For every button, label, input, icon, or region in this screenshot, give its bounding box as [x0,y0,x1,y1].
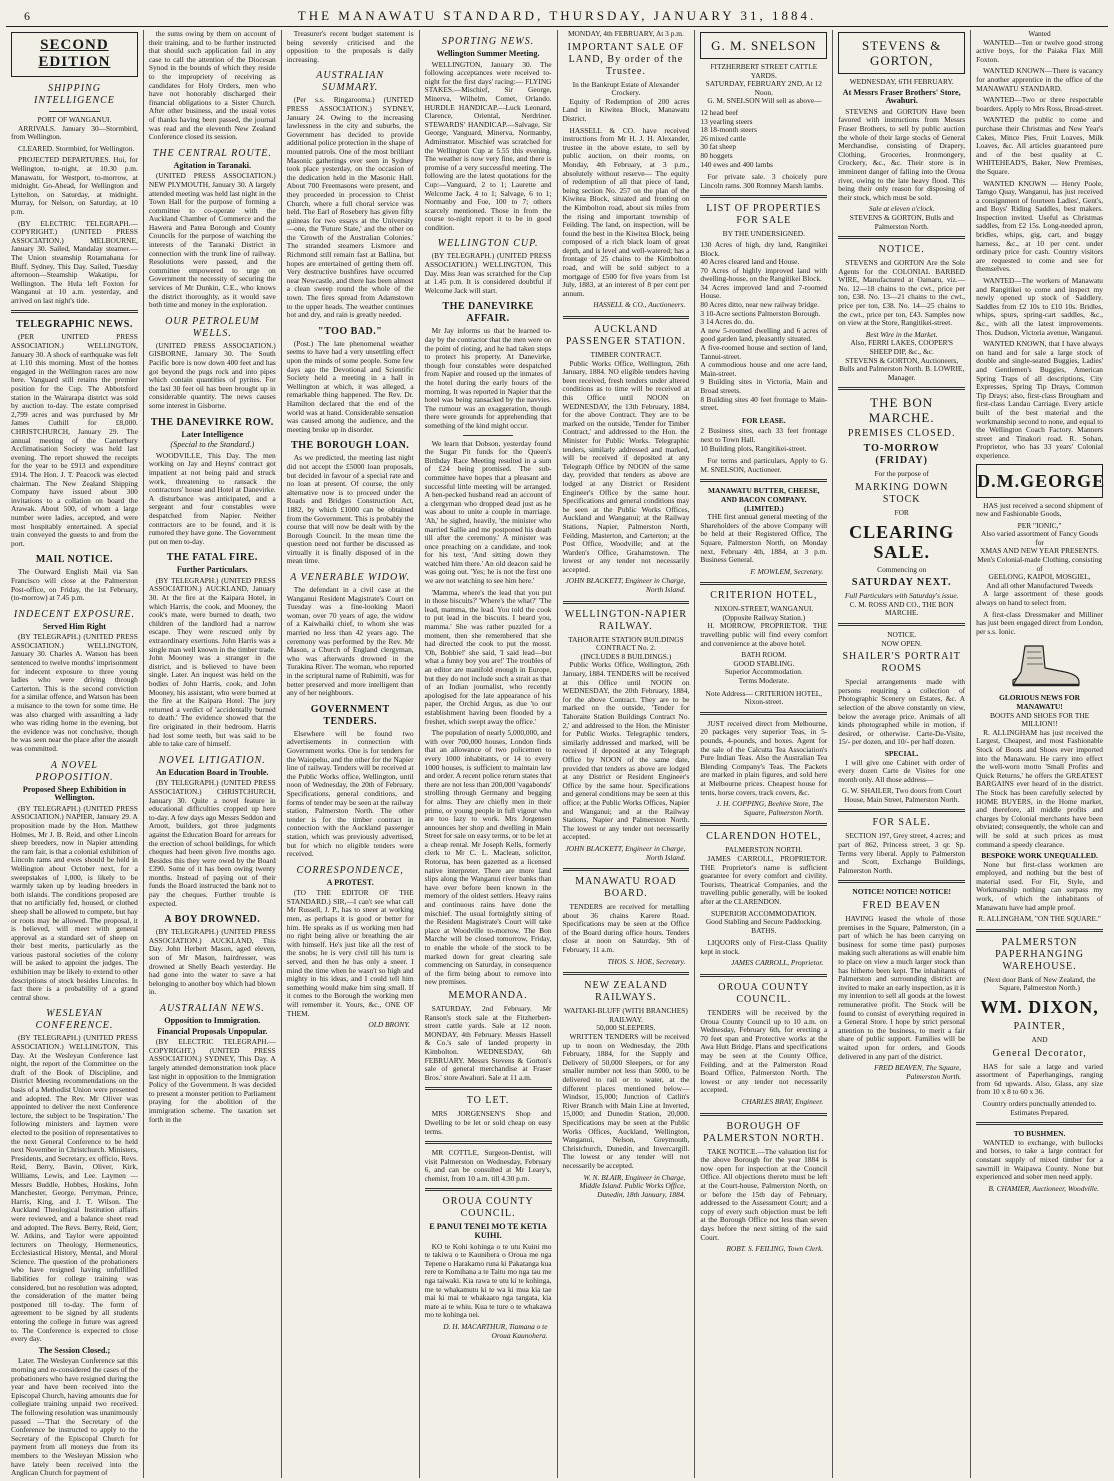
borough-loan-heading: THE BOROUGH LOAN. [291,440,410,452]
wanted-item: WANTED the public to come and purchase their Christmas and New Year's Cakes, Mince Pies, Fruit Loaves, Milk Loaves, &c. All articles guaranteed pure and of the best quality at C. WHITEHEAD'S, Baker, New Premises, the Square. [976,115,1103,176]
divider [425,1188,552,1191]
sale-estate: In the Bankrupt Estate of Alexander Crockery. [572,79,680,98]
notice-signature: STEVENS & GORTON, Auctioneers, Bulls and Palmerston North. B. LOWRIE, Manager. [839,355,965,382]
novel-subheading: Proposed Sheep Exhibition in Wellington. [22,784,127,803]
shailer-heading: SHAILER'S PORTRAIT ROOMS [842,651,961,675]
butter-signature: F. MOWLEM, Secretary. [750,566,824,576]
wanted-item: WANTED KNOWN — Henry Poole, Tamgo Quay, Wanganui, has just received a consignment of fourteen Ladies', Gent's, and Boys' Riding Saddles, best makers. Inspection invited. Useful as Christmas saddles, from £2 15s. Long-needed apron, bridles, whips, gig, cart, and buggy harness, &c., at 10 per cent. under ordinary price for cash. Country visitors are requested to come and see for themselves. [976,178,1103,274]
shailer-notice: NOTICE. [887,629,917,639]
divider [700,195,827,198]
bon-marche-mark: MARKING DOWN STOCK [854,482,949,505]
divider [838,623,965,626]
list-item: 70 Acres of highly improved land with dwelling-house, on the Rangitikei Block. [700,265,828,284]
george-ship: PER "IONIC," [1017,520,1062,530]
australian-news-sub: Opposition to Immigration. [164,1016,261,1025]
george-geelong: GEELONG, KAIPOI, MOSGIEL, [988,572,1091,582]
tea-signature: J. H. COPPING, Beehive Store, The Square, Palmerston North. [716,799,824,817]
indecent-subheading: Served Him Right [42,621,107,631]
dixon-estimates: Estimates Prepared. [1010,1107,1069,1117]
snelson-date: SATURDAY, FEBRUARY 2ND, At 12 Noon. [705,79,822,97]
mail-body: The Outward English Mail via San Francisco will close at the Palmerston Post-office, on Friday, the 1st February, (to-morrow) at 7.45 p.m. [11,567,138,603]
divider [838,387,965,390]
dixon-decorator: General Decorator, [992,1047,1087,1059]
widow-heading: A VENERABLE WIDOW. [290,572,411,584]
aps-signature: JOHN BLACKETT, Engineer in Charge, North Island. [565,576,686,595]
dixon-body: HAS for sale a large and varied assortment of Paperhangings, ranging from 6d upwards. Also, Glass, any size from 10 x 8 to 60 x 36. [976,1061,1103,1097]
list-item: 3 14 Acres do. do. [700,317,755,327]
session-heading: The Session Closed.; [38,1345,111,1355]
list-item: 140 ewes and 400 lambs [700,159,774,169]
lease-list [700,427,827,453]
departures: PROJECTED DEPARTURES. Hui, for Wellington, to-night, at 10.30 p.m. Manawatu, for Westport, to-morrow, at midnight. Go-Ahead, for Wellington and Lyttelton, on Saturday, at midnight. Murray, for Nelson, on Saturday, at 10 p.m. [11,155,138,216]
cup-body: (BY TELEGRAPH.) (UNITED PRESS ASSOCIATION.) WELLINGTON, This Day. Miss Jean was scratched for the Cup at 1.45 p.m. It is considered doubtful if Welcome Jack will start. [424,251,552,295]
sporting-subheading: Wellington Summer Meeting. [436,49,540,58]
snelson-address: FITZHERBERT STREET CATTLE YARDS. [710,62,818,80]
notice-also: Also, FERRI LAKES, COOPER'S SHEEP DIP, &c., &c. [850,338,953,357]
bon-marche-closed: PREMISES CLOSED. [847,428,956,440]
george-tweeds: And all other Manufactured Tweeds [986,580,1093,590]
column-3 [282,30,420,1478]
widow-body: The defendant in a civil case at the Wanganui Resident Magistrate's Court on Tuesday was a fine-looking Maori woman, over 70 years of age, the widow of a Kaiwhaiki chief, to whom she was married no less than 42 years ago. The ceremony was performed by the Rev. Mr Mason, a Church of England clergyman, who was afterwards drowned in the Turakina River. The woman, who reported in the scriptural name of Ruhimiti, was for better preserved and more intelligent than any of her neighbours. [286,585,414,698]
oroua-maori-heading: OROUA COUNTY COUNCIL. [442,1196,534,1220]
snelson-box [700,32,827,59]
shailer-open: NOW OPEN. [881,638,922,648]
divider [838,809,965,812]
to-let-heading: TO LET. [466,1095,510,1107]
paperhanging-sub: (Next door Bank of New Zealand, the Square, Palmerston North.) [983,974,1096,993]
too-bad-heading: "TOO BAD." [318,325,383,337]
fire-body: (BY TELEGRAPH.) (UNITED PRESS ASSOCIATION.) AUCKLAND, January 30. At the fire at the Kaipara Hotel, in which Harris, the cook, and Mooney, the cook's mate, were burned to death, two children of the landlord had a narrow escape. They were rescued only by extraordinary exertions. John Harris was a single man well known in the timber trade. John Mooney was a stranger in the district, and is believed to have been single. Later. An inquest was held on the bodies of John Harris, cook, and John Mooney, his assistant, who were burned at the fire at the Kaipara Hotel. The jury returned a verdict of 'accidentally burned to death.' The evidence showed that the fire originated in their bedroom. Harris had lost some teeth, but was said to be able to take care of himself. [148,575,276,749]
properties-sub: BY THE UNDERSIGNED. [722,229,805,239]
list-item: 8 Building sites 40 feet frontage to Main-street. [700,394,828,413]
bespoke-heading: BESPOKE WORK UNEQUALLED. [981,851,1098,861]
protest-signature: OLD BRONY. [368,1020,410,1030]
borough-signature: ROBT. S. FEILING, Town Clerk. [726,1244,824,1254]
arrivals: ARRIVALS. January 30—Stormbird, from Wellington. [11,123,138,142]
criterion-sub: NIXON-STREET, WANGANUI. (Opposite Railway Station.) [714,604,814,622]
dixon-painter: PAINTER, [1013,1021,1066,1033]
list-item: A commodious house and one acre land, Main-street. [700,360,828,378]
session-body: Later. The Wesleyan Conference sat this morning and re-considered the cases of the probationers who have resigned during the year and have been received into the Episcopal Church, having amounts due for collegiate training unpaid two received. The following resolution was unanimously passed —'That the Secretary of the Conference be instructed to apply to the Secretary of the Episcopal Church for payment from all moneys due from its members to the Wesleyan Mission who have lately been received into the Anglican Church for payment of [11,1356,138,1478]
notice-heading: NOTICE. [878,244,925,256]
borough-loan-body: As we predicted, the meeting last night did not accept the £5000 loan proposals, but decided in favour of a special rate and no loan at present. Of course, the only alternative now is to proceed under the Roads and Bridges Construction Act, 1882, by which £1000 can be obtained from the Government. This is probably the course that will now be dealt with by the Borough Council. In the mean time the question need not further be discussed as virtually it is finally disposed of in the mean time. [286,453,414,566]
column-6 [695,30,833,1478]
gov-tenders-body: Elsewhere will be found two advertisements in connection with Government works. One is for tenders for the Waiopehu, and the other for the Napier line of railway. Tenders will be received at the Public Works office, Wellington, until noon of Wednesday, the 20th of February. Specifications, general conditions, and forms of tender may be seen at the railway station, Palmerston North. The other tender is for the timber contract in connection with the Auckland passenger station, which was previously advertised, but for which no eligible tenders were received. [286,728,414,859]
local-news-3: The population of nearly 5,000,000, and with over 700,000 houses, London finds that an allowance of two policemen to every 1000 inhabitants, or 14 to every 1000 houses, is sufficient to maintain law and order. A recent police return states that there are not less than 200,000 'vagabonds' strolling through Germany and begging for alms. They are chiefly men in their prime, or young people in full vigour who are too lazy to work. Mrs Jorgensen announces her shop and dwelling in Main Street for sale on easy terms, or to be let at a cheap rental. Mr Joseph Kells, formerly clerk to Mr C. L. Maclean, solicitor, Rotorua, has been gazetted as a licensed native interpreter. There are more land slips along the Wanganui river banks than have ever before been known in the memory of the oldest settlers. Heavy rains and continuous rains have done the mischief. The usual fortnightly sitting of the Resident Magistrate's Court will take place at Woodville to-morrow. The Bon Marche will be closed tomorrow, Friday, to enable the whole of the stock to be marked down for great clearing sale commencing on Saturday, in consequence of the firm being about to remove into new premises. [424,728,552,987]
road-board-heading: MANAWATU ROAD BOARD. [575,876,677,900]
list-item: Good Stabling and Secure Paddocking. [705,917,822,927]
list-item: Terms Moderate. [738,676,789,686]
wn-railway-sub2: (INCLUDES 8 BUILDINGS.) [580,651,672,661]
divider [700,823,827,826]
australian-news-sub2: Financial Proposals Unpopular. [157,1026,268,1036]
column-5 [558,30,696,1478]
danevirke-subheading: Later Intelligence [181,429,244,439]
allingham-signature: R. ALLINGHAM, "ON THE SQUARE." [978,914,1101,924]
drowned-heading: A BOY DROWNED. [164,914,261,926]
divider [563,601,690,604]
cleared: CLEARED. Stormbird, for Wellington. [18,143,135,153]
summary-body: (Per s.s. Ringarooma.) (UNITED PRESS ASSOCIATION.) SYDNEY, January 24. Owing to the increasing lawlessness in the city and suburbs, the Government has decided to provide additional police protection in the shape of mounted patrols. One of the most brilliant Masonic gatherings ever seen in Sydney took place yesterday, on the occasion of the dedication held in the Masonic Hall. About 700 Freemasons were present, and they proceeded in procession to Christ Church, where a full choral service was held. The Earl of Rosebery has given fifty guineas for two essays at the University —one, the 'Future State,' and the other on the 'Growth of the Australian Colonies.' The stranded steamers Lismore and Richmond still remain fast at Ballina, but hopes are entertained of getting them off. Very destructive bushfires have occurred near Newcastle, and there has been almost a clean sweep round the whole of the town. The fires spread from Adamstown to the upper heads. The weather continues hot and dry, and rain is greatly needed. [286,95,414,320]
george-dressmaker: A first-class Dressmaker and Milliner has just been engaged direct from London, per s.s. Ionic. [976,609,1103,636]
bon-marche-heading: THE BON MARCHE. [868,395,935,426]
road-board-body: TENDERS are received for metalling about 36 chains Karere Road. Specifications may be seen at the Office of the Board during office hours. Tenders close at noon on Saturday, 9th of February, 11 a.m. [562,902,690,955]
column-7 [833,30,971,1478]
masthead [6,6,1108,27]
dixon-heading: WM. DIXON, [980,997,1099,1018]
george-clothing: Men's Colonial-made Clothing, consisting of [977,555,1103,573]
criterion-heading: CRITERION HOTEL, [710,590,818,602]
divider [563,972,690,975]
stevens-date: WEDNESDAY, 6TH FEBRUARY. [849,77,954,86]
masthead-title: THE MANAWATU STANDARD, THURSDAY, JANUARY 31, 1884. [297,8,817,23]
danevirke-body: WOODVILLE, This Day. The men working on Jay and Heyns' contract got impatient at not being paid and struck work, threatening to ransack the contractors' house and Hotel at Danevirke. A disturbance was anticipated, and a sergeant and four constables were despatched from Napier. Neither contractors are to be found, and it is rumored they have gone. The Government put on men to-day. [148,450,276,546]
notice-italic: Best Wire in the Market. [865,329,938,339]
too-bad-body: (Post.) The late phenomenal weather seems to have had a very unsettling effect upon the minds of some people. Some few days ago the Devotional and Scientific Society held a meeting in a hall in Wellington at which, it was alleged, a remarkable thing happened. The Rev. Dr. Hamilton declared that the end of the world was at hand. Considerable sensation was caused among the audience, and the meeting broke up in disorder. [286,338,414,434]
wn-railway-body: Public Works Office, Wellington, 26th January, 1884. TENDERS will be received at this Office until NOON on WEDNESDAY, the 20th February, 1884, for the above Contract. They are to be marked on the outside, 'Tender for Tahoraite Station Buildings Contract No. 2,' and addressed to the Hon. the Minister for Public Works. Telegraphic tenders, similarly addressed and marked, will be received if deposited at any Telegraph Office by NOON of the same date, provided that tenders as above are lodged at any District or Resident Engineer's Office by the same hour. Specifications and general conditions may be seen at this office; at the Public Works Offices, Napier and Wanganui; and at the Railway Stations, Napier and Palmerston North. The lowest or any tender not necessarily accepted. [562,660,690,842]
australian-news-body: (BY ELECTRIC TELEGRAPH.—COPYRIGHT.) (UNITED PRESS ASSOCIATION.) SYDNEY, This Day. A largely attended demonstration took place last night in opposition to the Immigration Policy of the Government. It was decided to present a monster petition to Parliament praying for the abolition of the immigration scheme. The taxation set forth in the [148,1037,276,1124]
snelson-body: G. M. SNELSON Will sell as above— [707,96,822,106]
borough-body: TAKE NOTICE.—The valuation list for the above Borough for the year 1884 is now open for inspection at the Council Office. All objections thereto must be left at the Court-house, Palmerston North, on or before the 15th day of February, addressed to the Assessment Court; and a copy of every such objection must be left at the Borough Office not less than seven days before the next sitting of the said Court. [700,1146,828,1242]
telegraphic-heading: TELEGRAPHIC NEWS. [16,319,133,331]
electric-shipping: (BY ELECTRIC TELEGRAPH.—COPYRIGHT.) (UNITED PRESS ASSOCIATION.) MELBOURNE, January 30. Sailed, Mandalay steamer.—The Union steamship Rotamahana for Bluff. Sydney, This Day. Sailed, Tuesday afternoon—Steamship Wakatipu, for Wellington. The Hula left Foxton for Wanganui at 10 a.m. yesterday, and arrived on last night's tide. [11,218,138,305]
oroua-council-signature: CHARLES BRAY, Engineer. [741,1097,824,1106]
memoranda-body: SATURDAY, 2nd February. Mr Ranson's stock sale at the Fitzherbert-street cattle yards. Sale at 12 noon. MONDAY, 4th February. Messrs Hassell & Co.'s sale of landed property in Kimbolton. WEDNESDAY, 6th FEBRUARY. Messrs Stevens & Gorton's sale of general merchandise at Fraser Bros.' store Awahuri. Sale at 11 a.m. [424,1003,552,1082]
clarendon-list [700,910,827,936]
danevirke-affair-body: Mr Jay informs us that he learned to-day by the contractor that the men were on the point of rioting, and he had taken steps to protect his property. At Danevirke, though four constables were despatched from Napier and roused up the inmates of the hotel during the early hours of the morning. It was reported in Napier that the hotel was being ransacked by the navvies. The rumour was an exaggeration, though there were grounds for apprehending that something of the kind might occur. [424,326,552,430]
columns [6,30,1108,1478]
borough-heading: BOROUGH OF PALMERSTON NORTH. [703,1120,825,1144]
criterion-body: H. MORROW, PROPRIETOR. THE travelling public will find every comfort and convenience at the above hotel. [700,621,828,648]
divider [976,1122,1103,1125]
cup-heading: WELLINGTON CUP. [437,238,539,250]
bushmen-body: WANTED to exchange, with bullocks and horses, to take a large contract for constant supply of mixed timber for a sawmill in Waipawa County. None but experienced and sober men need apply. [976,1137,1103,1182]
shipping-heading: SHIPPING INTELLIGENCE [33,83,115,106]
petroleum-heading: OUR PETROLEUM WELLS. [165,315,260,339]
list-item: 40 Acres cleared land and House. [700,257,800,267]
list-item: 80 hoggets [700,150,733,160]
list-item: GOOD STABLING. [733,658,795,668]
divider [700,582,827,585]
butter-body: THE first annual general meeting of the Shareholders of the above Company will be held at their Registered Office, The Square, Palmerston North, on Monday next, February 4th, 1884, at 3 p.m. Business General. [700,512,828,565]
divider [838,880,965,883]
list-item: Superior Accommodation. [724,667,803,677]
local-news-2: 'Mamma, where's the lead that you put in those biscuits?' 'Where's the what?' 'The lead, mamma, the lead. You told the cook to put lead in the biscuits. I heard you, mamma.' She was rather puzzled for a moment, then she remembered that she had directed the cook to put the mosst. 'Oh, Bobbie!' she said, 'I said lead—but what a funny boy you are!' The troubles of an editor are manifold enough in Europe, but they do not include such a strait as that of an Indian journalist, who recently apologised for the late appearance of his paper, the Orchid Argus, as due 'to our establishment having been flooded by a freshet, which swept away the office.' [424,587,552,726]
nz-railways-sub2: 50,000 SLEEPERS. [596,1023,656,1033]
aps-subheading: TIMBER CONTRACT. [590,350,662,360]
continued-text: the sums owing by them on account of their training, and to be further instructed that should such application fail in any case to call the attention of the Diocesan Synod in the bounds of which they reside to the impropriety of receiving as candidates for Holy Orders, men who have not honorably discharged their financial obligations to a Sister Church. After other business, and the usual votes of thanks having been passed, the journal was read and the eleventh New Zealand Conference closed its session. [148,30,276,142]
list-item: 12 head beef [700,107,739,117]
bon-marche-signature: C. M. ROSS AND CO., THE BON MARCHE. [849,599,954,618]
bon-marche-tomorrow: TO-MORROW (FRIDAY) [863,443,940,467]
nz-railways-heading: NEW ZEALAND RAILWAYS. [584,980,668,1004]
divider [11,310,138,313]
danevirke-special: (Special to the Standard.) [170,440,255,450]
central-route-body: (UNITED PRESS ASSOCIATION.) NEW PLYMOUTH, January 30. A largely attended meeting was held last night in the Town Hall for the purpose of forming a committee to co-operate with the Auckland Chamber of Commerce and the Hawera and Patea Borough and County Councils for the purpose of watching the interests of the Taranaki District in connection with the trunk line of railway. Resolutions were passed, and the committee empowered to urge on Government the necessity of securing the services of Mr Dunkin, C.E., who knows the district thoroughly, as it would save both time and money in the exploration. [148,171,276,310]
list-item: 80 Acres ditto, near new railway bridge. [700,300,819,310]
shailer-body: Special arrangements made with persons requiring a collection of Photographic Scenery on Estates, &c. A selection of the above constantly on view, below the average price. Animals of all kinds photographed while in motion, if desired, or otherwise. Carte-De-Visite, 15/- per dozen, and 10/- per half dozen. [838,677,966,747]
stevens-signature: STEVENS & GORTON, Bulls and Palmerston North. [849,212,954,231]
column-2 [144,30,282,1478]
fire-subheading: Further Particulars. [176,565,248,575]
wanted-item: WANTED KNOWN—There is vacancy for another apprentice in the office of the MANAWATU STANDARD. [976,66,1103,93]
divider [838,236,965,239]
wesleyan-heading: WESLEYAN CONFERENCE. [35,1008,114,1032]
nz-railways-body: WRITTEN TENDERS will be received up to noon on Wednesday, the 20th February, 1884, for the Supply and Delivery of 50,000 Sleepers, or for any smaller number not less than 5000, to be delivered to rail or to water, at the different places mentioned below—Windsor, 15,000; Junction of Catlin's River Branch with Main Line at Inverted, 15,000; and Dunedin Station, 20,000. Specifications may be seen at the Public Works Offices, Auckland, Wellington, Wanganui, Nelson, Greymouth, Christchurch, Dunedin, and Invercargill. The lowest or any tender will not necessarily be accepted. [562,1032,690,1170]
oroua-maori-sub: E PANUI TENEI MO TE KETIA KUIHI. [429,1222,547,1241]
litigation-subheading: An Education Board in Trouble. [156,767,269,777]
stevens-heading: STEVENS & GORTON, [861,38,942,68]
litigation-body: (BY TELEGRAPH.) (UNITED PRESS ASSOCIATION.) CHRISTCHURCH, January 30. Quite a novel feature in educational difficulties cropped up here to-day. A few days ago Messrs Seddon and Arnott, builders, got three judgments against the Education Board for arrears for the erection of school buildings, for which cheques had been given five months ago. Besides this they were owed by the Board £390. Some of it has been owing twenty months. Instead of paying out of their funds the Board instructed the bank not to pay the cheques. Further trouble is expected. [148,778,276,908]
oroua-maori-sig: D. H. MACARTHUR, Tiamana o te Oroua Kaunohera. [443,1322,548,1340]
for-sale-heading: FOR SALE. [872,817,931,829]
clarendon-note: LIQUORS only of First-Class Quality kept in stock. [700,938,828,956]
novel-body: (BY TELEGRAPH.) (UNITED PRESS ASSOCIATION.) NAPIER, January 29. A proposition made by the Hon. Matthew Holmes, Mr J. B. Reid, and other Lincoln sheep breeders, now in Napier attending the ram fair, is that a colonial exhibition of Lincoln rams and ewes should be held in Wellington about October next, for a sweepstakes of 1,000, is likely to be warmly taken up by leading breeders in both islands. The conditions proposed are that no artificially fed, housed, or clothed sheep shall be allowed to compete, but hay or roots may be allowed. The proposal, it is believed, will meet with general approval as a standard set of sheep on their best merits, particularly as the various pastoral societies of the colony will be asked to appoint the judges. The exhibition may be likely to extend to other descriptions of stock besides Lincolns. In fact there is a probability of a grand central show. [11,803,138,1002]
sale-date: MONDAY, 4th FEBRUARY, At 3 p.m. [567,30,684,38]
list-item: 13 yearling steers [700,116,753,126]
bushmen-heading: TO BUSHMEN. [1013,1129,1066,1139]
wanted-heading: Wanted [1028,30,1051,38]
memoranda-heading: MEMORANDA. [448,989,528,1001]
divider [700,1113,827,1116]
edition-title: SECOND EDITION [38,37,111,70]
properties-list [700,241,827,413]
central-route-heading: THE CENTRAL ROUTE. [152,147,272,159]
list-item: 3 10-Acre sections Palmerston Borough. [700,308,821,318]
cottle-body: MR COTTLE, Surgeon-Dentist, will visit Palmerston on Wednesday, February 6, and can be consulted at Mr Leary's, chemist, from 10 a.m. till 4.30 p.m. [424,1148,552,1183]
continued-text: Treasurer's recent budget statement is being severely criticised and the opposition to the proposals is daily increasing. [286,30,414,64]
local-news-1: We learn that Dobson, yesterday found the Sugar Pit funds for the Queen's Birthday Race Meeting resulted in a sum of £24 being promised. The sub-committee have hopes that a pleasant and successful little meeting will be arranged. A hen-pecked husband read an account of a clergyman who dropped dead just as he was about to unite a couple in marriage. 'Ah,' he sighed, heavily, 'the minister who married Sallie and me postponed his death till after the ceremony.' A minister was once preaching on a candidate, and took for his text, 'And sitting down they watched him there.' An old deacon said he was going out. 'Yes; he is not the first one we are not watching to see him here.' [424,438,552,586]
divider [425,1141,552,1144]
litigation-heading: NOVEL LITIGATION. [158,754,266,766]
list-item: 2 Business sites, each 33 feet frontage next to Town Hall. [700,426,828,444]
drowned-body: (BY TELEGRAPH.) (UNITED PRESS ASSOCIATION.) AUCKLAND, This Day. John Herbert Mason, aged eleven, son of Mr Mason, hairdresser, was drowned at Shelly Beach yesterday. He had gone into the water to save a hat belonging to another boy which had blown in. [148,927,276,997]
divider [49,111,100,112]
wn-railway-signature: JOHN BLACKETT, Engineer in Charge, North Island. [565,843,686,862]
indecent-heading: INDECENT EXPOSURE. [13,608,136,620]
bon-marche-purpose: For the purpose of [874,469,929,479]
wesleyan-body: (BY TELEGRAPH.) (UNITED PRESS ASSOCIATION.) WELLINGTON, This Day. At the Wesleyan Conference last night, the report of the Committee on the draft of the Book of Discipline, and District Meeting recommendations on the basis of a Methodist Union were presented and adopted. The Rev. Mr Oliver was appointed to deliver the next Conference lecture, the subject to be 'Inspiration.' The following ministers and laymen were elected to the position of representatives to the next General Conference to be held next November in Christchurch. Ministers, Presidents, and Secretary, ex officio, Revs. Reid, Berry, Bavin, Oliver, Kirk, Williams, Lewis, and Lee. Laymen —Messrs Buddle, Hobbes, Hoskins, John Manchester, George, Perryman, Prince, Harris, King, and J. T. Wilson. The Auckland Theological Institution affairs were reviewed, and a balance sheet read and adopted. The Revs. Berry, Reid, Gerr, W. Atkins, and Taylor were appointed lecturers on Theology, Hermeneutics, Ecclesiastical History, Mental, and Moral Science. The question of the probationers who have resigned having unfulfilled liabilities for college training was considered, but no resolution was adopted, the consideration of the matter being postponed till to-day. The form of agreement to be signed by all students entering the college in future was agreed to. The Conference is expected to close every day. [11,1033,138,1344]
list-item: 18 18-month steers [700,125,758,135]
beaven-body: HAVING leased the whole of those premises in the Square, Palmerston, (in a part of which he has been carrying on business for some time past) purposes making such alterations as will enable him to place on view a much larger stock than has hitherto been kept. The inhabitants of Palmerston and surrounding district are invited to make an early inspection, as it is my intention to sell all goods at the lowest remunerative profit. The Stock will be found to consist of everything required in a General Store. I hope by strict personal attention to the business, to merit a fair share of public support. Families will be waited upon for orders, and Goods delivered in any part of the district. [838,914,966,1061]
shailer-special-body: I will give one Cabinet with order of every dozen Carte de Visites for one month only. All those address— [838,757,966,784]
george-heading: D.M.GEORGE [977,470,1106,491]
beaven-heading: FRED BEAVEN [862,900,941,912]
sale-body: HASSELL & CO. have received instructions from Mr H. J. H. Alexander, trustee in the above estate, to sell by public auction, on their rooms, on Monday, 4th February, at 3 p.m., absolutely without reserve— The equity of redemption of all that piece of land, being section No. 257 on the plan of the Kiwitea Block, situated and fronting on the Kimbolton road, about six miles from the rising and important township of Feilding. The land, on inspection, will be found the best in the Kiwitea Block, being composed of a rich black loam of great depth, and is level and well-watered; has a frontage of 25 chains to the Kimbolton road, and will be sold subject to a mortgage of £500 for five years from 1st July, 1883, at an interest of 8 per cent per annum. [562,125,690,298]
dixon-and: AND [1031,1035,1048,1045]
australian-news-heading: AUSTRALIAN NEWS. [159,1003,265,1014]
bon-marche-for: FOR [894,508,909,517]
petroleum-body: (UNITED PRESS ASSOCIATION.) GISBORNE, January 30. The South Pacific bore is now down 400 feet and has got beyond the pugs rock and into pipes which contain quantities of pyrites. For the last 30 feet oil has been brought up in considerable quantity. The news causes some interest in Gisborne. [148,340,276,410]
bon-marche-particulars: Full Particulars with Saturday's issue. [844,591,959,601]
road-board-signature: THOS. S. HOE, Secretary. [607,956,686,966]
column-1 [6,30,144,1478]
clarendon-body: JAMES CARROLL, PROPRIETOR. THE Proprietor's name is sufficient guarantee for every comfort and civility. Tourists, Theatrical Companies, and the travelling public generally, will be looked after at the CLARENDON. [700,853,828,906]
sporting-body: WELLINGTON, January 30. The following acceptances were received to-night for the first days' racing:— FLYING STAKES.—Mischief, Sir George, Minerva, Wilhelm, Comet, Orlando. HURDLE HANDICAP.—Luck Leonard, Clarence, Oriental, Nerdriner. STEWARDS' HANDICAP.—Salvage, Sir George, Vanguard, Minerva, Normanby, Adminstrator. Mischief was scratched for the Wellington Cup at 5.55 this evening. The weather is now very fine, and there is promise of a very successful meeting. The following are the latest quotations for the Cup:—Vanguard, 2 to 1; Laurette and Welcome Jack, 4 to 1; Salvage, 6 to 1; Normanby and Foe, 100 to 7; others scarcely mentioned. Those in from the course to-night report it to be in good condition. [424,59,552,232]
divider [976,929,1103,932]
sale-equity: Equity of Redemption of 200 acres Land in Kiwitea Block, Manawatu District. [562,96,690,123]
beaven-signature: FRED BEAVEN, The Square, Palmerston North. [874,1063,962,1081]
list-item: 34 Acres improved land and 7-roomed House. [700,282,828,301]
aps-heading: AUCKLAND PASSENGER STATION. [565,324,687,348]
criterion-note: Note Address— CRITERION HOTEL, Nixon-street. [705,688,823,707]
list-item: 9 Building sites in Victoria, Main and Broad streets. [700,377,828,395]
george-box [976,464,1106,498]
properties-heading: LIST OF PROPERTIES FOR SALE [706,203,822,227]
glorious-body: R. ALLINGHAM has just received the Largest, Cheapest, and most Fashionable Stock of Boots and Shoes ever imported into the Manawatu. He carry into effect the well-worn motto 'Small Profits and Quick Returns,' he offers the GREATEST BARGAINS ever heard of in the district. The Stock has been carefully selected by HOME BUYERS, in the Home market, and therefore, all middle profits and charges by Colonial merchants have been obviated; consequently, the whole can and will be sold at such prices as must command a speedy clearance. [976,727,1103,849]
lease-heading: FOR LEASE. [742,415,786,425]
divider [563,316,690,319]
mail-heading: MAIL NOTICE. [35,554,113,566]
nz-railways-sub: WAITAKI-BLUFF (WITH BRANCHES) RAILWAY. [564,1006,688,1024]
page-number: 6 [24,9,30,23]
bushmen-signature: B. CHAMIER, Auctioneer, Woodville. [988,1183,1099,1193]
stevens-body: STEVENS and GORTON Have been favored with instructions from Messrs Fraser Brothers, to sell by public auction the whole of their large stocks of General Merchandise, consisting of Drapery, Clothing, Groceries, Ironmongery, Crockery, &c., &c. Their store is in imminent danger of falling into the Oroua river, owing to the late heavy flood. This being their only reason for disposing of their stock, which must be sold. [838,106,966,202]
snelson-list [700,109,827,169]
port-heading: PORT OF WANGANUI. [37,115,112,124]
clarendon-heading: CLARENDON HOTEL, [706,831,822,843]
list-item: BATHS. [751,925,777,935]
divider [700,712,827,715]
criterion-list [700,651,827,685]
central-route-subheading: Agitation in Taranaki. [173,160,252,170]
stevens-box [838,32,965,74]
bespoke-body: None but first-class workmen are employed, and nothing but the best of material used. For Fit, Style, and Workmanship nothing can surpass my work, of which the inhabitants of Manawatu have had ample proof. [976,859,1103,912]
correspondence-heading: CORRESPONDENCE, [296,864,404,876]
indecent-body: (BY TELEGRAPH.) (UNITED PRESS ASSOCIATION.) WELLINGTON, January 30. Charles A. Watson has been sentenced to twelve months' imprisonment for indecent exposure to three young ladies who were driving through Carterton. This is the second conviction for a similar offence, and Watson has been a nuisance to the town for some time. He was also charged with assaulting a lady who was riding home in the evening, but the evidence was not conclusive, though he was seen near the place after the assault was committed. [11,632,138,753]
divider [563,868,690,871]
list-item: BATH ROOM. [741,650,787,660]
wanted-item: WANTED—Ten or twelve good strong active boys, for the Paiaka Flax Mill Foxton. [976,37,1103,64]
divider [700,479,827,482]
sale-signature: HASSELL & CO., Auctioneers. [593,300,686,310]
list-item: 10 Building plots, Rangitikei-street. [700,443,807,453]
george-xmas: XMAS AND NEW YEAR PRESENTS. [980,546,1099,556]
fire-heading: THE FATAL FIRE. [166,552,258,564]
list-item: 130 Acres of high, dry land, Rangitikei Block. [700,239,828,258]
novel-heading: A NOVEL PROPOSITION. [35,759,114,783]
boot-illustration [995,642,1085,688]
stevens-time: Sale at eleven o'clock. [868,204,935,214]
tea-body: JUST received direct from Melbourne, 20 packages very superior Teas, in 5-pounds, 4-pounds, and boxes. Agent for the sale of the Calcutta Tea Association's Pure Indian Teas. Also the Australian Tea Blending Company's Teas. The Packets are marked in plain figures, and sold here at Melbourne prices. Cheapest house for tents, horse covers, track covers, &c. [700,718,828,797]
george-body: HAS just received a second shipment of new and Fashionable Goods, [976,500,1103,519]
wanted-item: WANTED KNOWN, that I have always on hand and for sale a large stock of double and single-seated Buggies, Ladies' and Gentlemen's Buggies, American Spring Traps of all descriptions, City Expresses, Spring Tip Drays, Common Tip Drays; also, first-class Brougham and first-class Landau Carriage. Every article built of the best material and the workmanship second to none, and equal to the Wellington Coach Factory. Manners street and Tinakori road. R. Sohan, Proprietor, who has 33 years' Colonial experience. [976,339,1103,460]
danevirke-affair-heading: THE DANEVIRKE AFFAIR. [442,301,534,325]
divider [425,1087,552,1090]
properties-terms: For terms and particulars, Apply to G. M. SNELSON, Auctioneer. [700,456,828,474]
paperhanging-heading: PALMERSTON PAPERHANGING WAREHOUSE. [995,936,1084,972]
list-item: 30 fat sheep [700,142,737,152]
for-sale-body: SECTION 197, Grey street, 4 acres; and part of 862, Princess street, 3 qr. Sp. Terms very liberal. Apply to Palmerston and Scott, Exchange Buildings, Palmerston North. [838,831,966,875]
shailer-special: SPECIAL. [884,748,919,758]
bon-marche-saturday: SATURDAY NEXT. [851,577,952,589]
divider [463,435,514,436]
list-item: SUPERIOR ACCOMMODATION. [711,908,817,918]
dixon-orders: Country orders punctually attended to. [982,1099,1097,1108]
to-let-body: MRS JORGENSEN'S Shop and Dwelling to be let or sold cheap on easy terms. [424,1109,552,1136]
danevirke-heading: THE DANEVIRKE ROW. [150,416,274,428]
stevens-sub: At Messrs Fraser Brothers' Store, Awahuri. [842,87,961,106]
protest-heading: A PROTEST. [326,877,374,887]
snelson-heading: G. M. SNELSON [711,38,817,53]
wanted-item: WANTED—The workers of Manawatu and Rangitikei to come and inspect my newly opened up stock of Saddlery. Saddles from £2 10s to £10 10s. Bridles, whips, spurs, spring-cart saddles, &c., &c., with all the latest improvements. Thos. Dudson, Victoria avenue, Wanganui. [976,276,1103,337]
sale-title: IMPORTANT SALE OF LAND, By order of the Trustee. [567,41,685,77]
summary-heading: AUSTRALIAN SUMMARY. [316,70,385,94]
protest-body: (TO THE EDITOR OF THE STANDARD.) SIR,—I can't see what call Mr Russell, J. P., has to sneer at working men, as perhaps it is good or better for him. He speaks as if us working men had no right being alive or breathing the air with himself. He's just like all the rest of the snobs; he is very civil till his turn is served, and then he has only a sneer. I mind the time when he wasn't so high and mighty in his ideas, and I could tell him something would make him sing small. If it comes to the Borough the working men will remember it. Yours, &c., ONE OF THEM. [286,888,414,1018]
sporting-heading: SPORTING NEWS. [441,36,535,47]
wn-railway-heading: WELLINGTON-NAPIER RAILWAY. [564,608,688,632]
list-item: A new 5-roomed dwelling and 6 acres of good garden land, pleasantly situated. [700,325,828,344]
aps-body: Public Works Office, Wellington, 26th January, 1884. NO eligible tenders having been received, fresh tenders under altered conditions as to time will be received at this Office until NOON on WEDNESDAY, the 13th February, 1884, for the above Contract. They are to be marked on the outside, 'Tender for Timber Contract,' and addressed to the Hon. the Minister for Public Works. Telegraphic tenders, similarly addressed and marked, will be received if deposited at any Telegraph Office by NOON of the same day, provided that tenders as above are lodged at any District or Resident Engineer's Office by the same hour. Specifications and general conditions may be seen at the Public Works Offices, Auckland and Wanganui; at the Railway Stations, Napier, Palmerston North, Feilding, Masterton, and Carterton; at the Post Office, Woodville; and at the Warden's Office, Grahamstown. The lowest or any tender not necessarily accepted. [562,358,690,574]
george-assortment: A large assortment of these goods always on hand to select from. [976,589,1103,608]
list-item: A five-roomed house and section of land, Tannui-street. [700,343,828,361]
wanted-item: WANTED—Two or three respectable boarders. Apply to Mrs Ross, Broad-street. [976,95,1103,113]
bon-marche-sale: CLEARING SALE. [849,521,955,562]
snelson-private: For private sale. 3 choicely pure Lincoln rams. 300 Romney Marsh lambs. [700,172,828,190]
gov-tenders-heading: GOVERNMENT TENDERS. [310,703,390,727]
oroua-maori-body: KO te Kohi kohinga o te utu Kuini mo te takiwa o te Kaunihera o Oroua me nga Tepene o Harakamo runa ki Pakatanga kua rere te Komihana a te Taitu mo nga tau me nga taiwaki. Kia rawa te utu ki te kohinga, me te whakamutu ki te wa ki mua kia tae mai ki mai te whakaaro nga tangata, kia mate ai te whiu. Kua te ture o te whakawa mo te kohinga nei. [424,1241,552,1320]
wn-railway-sub: TAHORAITE STATION BUILDINGS CONTRACT No. 2. [568,634,684,653]
notice-body: STEVENS and GORTON Are the Sole Agents for the COLONIAL BARBED WIRE, Manufactured at Oamaru, viz.— No. 12—18 chains to the cwt., price per ton, £38. No. 13—21 chains to the cwt., price per ton, £38. No. 14—25 chains to the cwt., price per ton, £43. Samples now on view at the Store, Rangitikei-street. [838,258,966,328]
butter-heading: MANAWATU BUTTER, CHEESE, AND BACON COMPANY. (LIMITED.) [708,486,820,513]
oroua-council-heading: OROUA COUNTY COUNCIL. [718,982,810,1006]
glorious-sub: BOOTS AND SHOES FOR THE MILLION!! [989,710,1090,729]
nz-railways-signature: W. N. BLAIR, Engineer in Charge, Middle Island. Public Works Office, Dunedin, 18th January, 1884. [579,1172,686,1199]
glorious-heading: GLORIOUS NEWS FOR MANAWATU! [999,693,1081,711]
divider [700,974,827,977]
beaven-notice: NOTICE! NOTICE! NOTICE! [852,887,951,897]
clarendon-sub: PALMERSTON NORTH. [725,845,803,855]
list-item: 26 mixed cattle [700,133,746,143]
shailer-signature: G. W. SHAILER, Two doors from Court House, Main Street, Palmerston North. [841,786,962,804]
telegraphic-body: (PER UNITED PRESS ASSOCIATION.) WELLINGTON, January 30. A shock of earthquake was felt at 1.10 this morning. Most of the homes engaged in the Wellington races are now here. Vanguard still retains the premier position for the Cup. The Abbotsford station in the Wairarapa district was sold by auction to-day. The estate comprised 2,799 acres and was purchased by Mr James Cuthill for £8,000. CHRISTCHURCH, January 29. The annual meeting of the Canterbury Acclimatisation Society was held last evening. The report showed the receipts for the year to be £913 and expenditure £914. The Hon. J. T. Peacock was elected chairman. The New Zealand Shipping Company have issued about 300 invitations to a collation on board the Arawak. About 500, of whom a large number were ladies, accepted, and were most hospitably entertained. A special train conveyed the guests to and from the port. [11,332,138,548]
george-also: Also varied assortment of Fancy Goods for [980,529,1099,547]
clarendon-signature: JAMES CARROLL, Proprietor. [731,958,824,968]
bon-marche-commencing: Commencing on [877,564,927,574]
edition-box [11,32,138,77]
column-8 [971,30,1108,1478]
column-4 [420,30,558,1478]
oroua-council-body: TENDERS will be received by the Oroua County Council up to 10 a.m. on Wednesday, February 6th, for erecting a 70 feet span and Protective works at the Awa Hutt Bridge. Plans and specifications may be seen at the County Office, Feilding, and at the Palmerston Road Board Office, Palmerston North. The lowest or any tender not necessarily accepted. [700,1008,828,1095]
